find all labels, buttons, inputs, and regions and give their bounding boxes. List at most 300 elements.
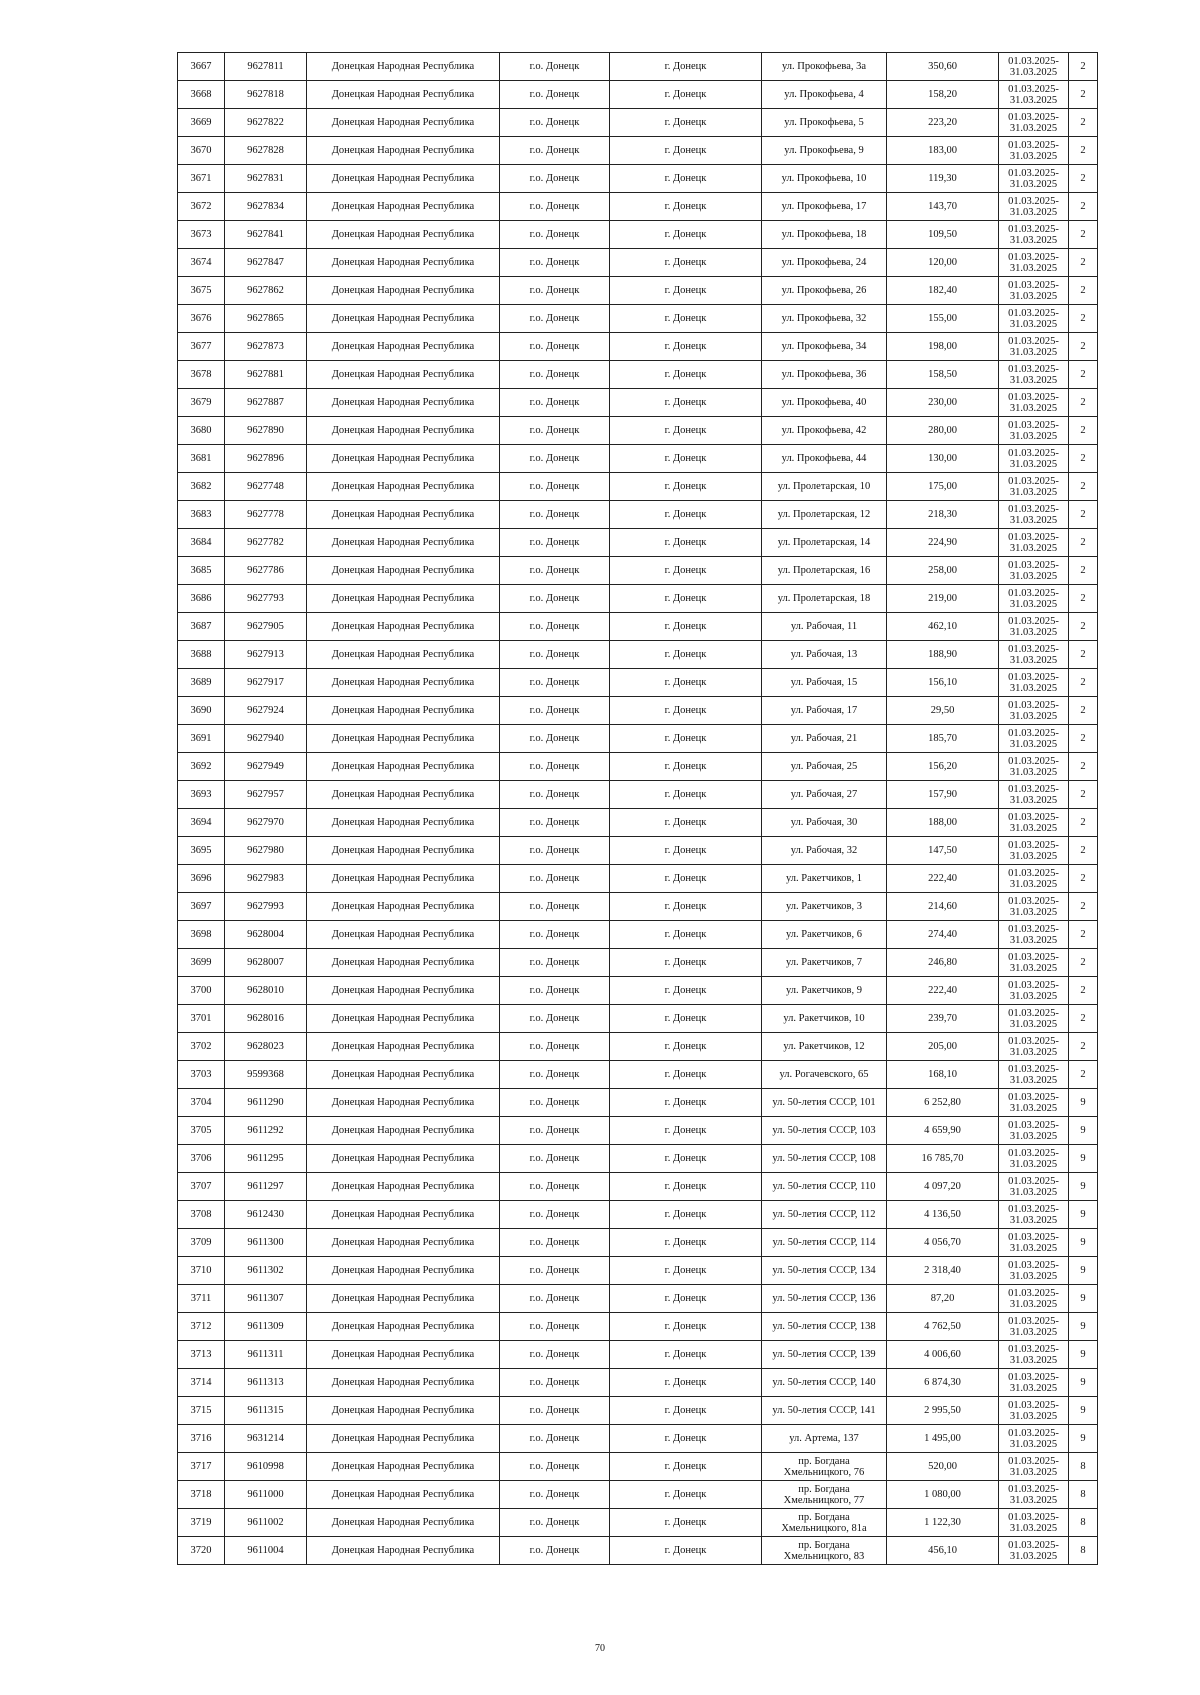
municipal-district-cell: г.о. Донецк — [500, 725, 610, 753]
municipal-district-cell: г.о. Донецк — [500, 1369, 610, 1397]
area-cell: 274,40 — [887, 921, 999, 949]
period-cell: 01.03.2025-31.03.2025 — [999, 277, 1069, 305]
municipal-district-cell: г.о. Донецк — [500, 529, 610, 557]
table-row — [178, 529, 1098, 557]
settlement-cell: г. Донецк — [610, 1509, 762, 1537]
period-cell: 01.03.2025-31.03.2025 — [999, 1397, 1069, 1425]
municipal-district-cell: г.о. Донецк — [500, 1061, 610, 1089]
object-id-cell: 9610998 — [225, 1453, 307, 1481]
object-id-cell: 9627905 — [225, 613, 307, 641]
area-cell: 205,00 — [887, 1033, 999, 1061]
row-number-cell: 3667 — [178, 53, 225, 81]
period-cell: 01.03.2025-31.03.2025 — [999, 1285, 1069, 1313]
object-id-cell: 9627913 — [225, 641, 307, 669]
settlement-cell: г. Донецк — [610, 1117, 762, 1145]
municipal-district-cell: г.о. Донецк — [500, 221, 610, 249]
table-row — [178, 165, 1098, 193]
table-row — [178, 641, 1098, 669]
category-cell: 2 — [1069, 389, 1098, 417]
document-page — [177, 52, 1097, 1565]
street-address-cell: ул. Прокофьева, 36 — [762, 361, 887, 389]
category-cell: 2 — [1069, 613, 1098, 641]
category-cell: 8 — [1069, 1453, 1098, 1481]
area-cell: 182,40 — [887, 277, 999, 305]
table-row — [178, 389, 1098, 417]
street-address-cell: ул. Прокофьева, 17 — [762, 193, 887, 221]
region-cell: Донецкая Народная Республика — [307, 333, 500, 361]
period-cell: 01.03.2025-31.03.2025 — [999, 1537, 1069, 1565]
region-cell: Донецкая Народная Республика — [307, 1117, 500, 1145]
period-cell: 01.03.2025-31.03.2025 — [999, 473, 1069, 501]
category-cell: 2 — [1069, 333, 1098, 361]
municipal-district-cell: г.о. Донецк — [500, 1257, 610, 1285]
municipal-district-cell: г.о. Донецк — [500, 305, 610, 333]
category-cell: 2 — [1069, 669, 1098, 697]
category-cell: 8 — [1069, 1509, 1098, 1537]
area-cell: 143,70 — [887, 193, 999, 221]
settlement-cell: г. Донецк — [610, 1425, 762, 1453]
municipal-district-cell: г.о. Донецк — [500, 1397, 610, 1425]
row-number-cell: 3674 — [178, 249, 225, 277]
area-cell: 16 785,70 — [887, 1145, 999, 1173]
municipal-district-cell: г.о. Донецк — [500, 249, 610, 277]
area-cell: 198,00 — [887, 333, 999, 361]
category-cell: 2 — [1069, 109, 1098, 137]
region-cell: Донецкая Народная Республика — [307, 1257, 500, 1285]
region-cell: Донецкая Народная Республика — [307, 725, 500, 753]
region-cell: Донецкая Народная Республика — [307, 1089, 500, 1117]
category-cell: 2 — [1069, 165, 1098, 193]
settlement-cell: г. Донецк — [610, 1257, 762, 1285]
region-cell: Донецкая Народная Республика — [307, 809, 500, 837]
region-cell: Донецкая Народная Республика — [307, 865, 500, 893]
category-cell: 9 — [1069, 1369, 1098, 1397]
region-cell: Донецкая Народная Республика — [307, 1229, 500, 1257]
category-cell: 2 — [1069, 809, 1098, 837]
category-cell: 2 — [1069, 445, 1098, 473]
region-cell: Донецкая Народная Республика — [307, 585, 500, 613]
row-number-cell: 3691 — [178, 725, 225, 753]
object-id-cell: 9628007 — [225, 949, 307, 977]
street-address-cell: пр. Богдана Хмельницкого, 83 — [762, 1537, 887, 1565]
table-row — [178, 1341, 1098, 1369]
municipal-district-cell: г.о. Донецк — [500, 1285, 610, 1313]
period-cell: 01.03.2025-31.03.2025 — [999, 1061, 1069, 1089]
period-cell: 01.03.2025-31.03.2025 — [999, 893, 1069, 921]
settlement-cell: г. Донецк — [610, 305, 762, 333]
row-number-cell: 3683 — [178, 501, 225, 529]
settlement-cell: г. Донецк — [610, 1397, 762, 1425]
settlement-cell: г. Донецк — [610, 109, 762, 137]
object-id-cell: 9611000 — [225, 1481, 307, 1509]
municipal-district-cell: г.о. Донецк — [500, 837, 610, 865]
row-number-cell: 3718 — [178, 1481, 225, 1509]
row-number-cell: 3720 — [178, 1537, 225, 1565]
object-id-cell: 9627970 — [225, 809, 307, 837]
object-id-cell: 9627917 — [225, 669, 307, 697]
settlement-cell: г. Донецк — [610, 445, 762, 473]
period-cell: 01.03.2025-31.03.2025 — [999, 781, 1069, 809]
street-address-cell: ул. Прокофьева, 10 — [762, 165, 887, 193]
period-cell: 01.03.2025-31.03.2025 — [999, 1033, 1069, 1061]
settlement-cell: г. Донецк — [610, 501, 762, 529]
object-id-cell: 9627818 — [225, 81, 307, 109]
municipal-district-cell: г.о. Донецк — [500, 893, 610, 921]
area-cell: 183,00 — [887, 137, 999, 165]
category-cell: 9 — [1069, 1173, 1098, 1201]
period-cell: 01.03.2025-31.03.2025 — [999, 81, 1069, 109]
street-address-cell: ул. Ракетчиков, 12 — [762, 1033, 887, 1061]
period-cell: 01.03.2025-31.03.2025 — [999, 249, 1069, 277]
area-cell: 87,20 — [887, 1285, 999, 1313]
category-cell: 2 — [1069, 753, 1098, 781]
region-cell: Донецкая Народная Республика — [307, 417, 500, 445]
settlement-cell: г. Донецк — [610, 557, 762, 585]
area-cell: 222,40 — [887, 977, 999, 1005]
municipal-district-cell: г.о. Донецк — [500, 193, 610, 221]
category-cell: 9 — [1069, 1313, 1098, 1341]
table-row — [178, 669, 1098, 697]
region-cell: Донецкая Народная Республика — [307, 1369, 500, 1397]
period-cell: 01.03.2025-31.03.2025 — [999, 1089, 1069, 1117]
period-cell: 01.03.2025-31.03.2025 — [999, 389, 1069, 417]
object-id-cell: 9627831 — [225, 165, 307, 193]
table-row — [178, 949, 1098, 977]
area-cell: 219,00 — [887, 585, 999, 613]
object-id-cell: 9627811 — [225, 53, 307, 81]
category-cell: 9 — [1069, 1257, 1098, 1285]
object-id-cell: 9627793 — [225, 585, 307, 613]
street-address-cell: ул. 50-летия СССР, 114 — [762, 1229, 887, 1257]
row-number-cell: 3680 — [178, 417, 225, 445]
row-number-cell: 3697 — [178, 893, 225, 921]
region-cell: Донецкая Народная Республика — [307, 361, 500, 389]
area-cell: 223,20 — [887, 109, 999, 137]
category-cell: 2 — [1069, 1033, 1098, 1061]
row-number-cell: 3695 — [178, 837, 225, 865]
area-cell: 4 097,20 — [887, 1173, 999, 1201]
settlement-cell: г. Донецк — [610, 1229, 762, 1257]
area-cell: 147,50 — [887, 837, 999, 865]
municipal-district-cell: г.о. Донецк — [500, 1341, 610, 1369]
table-row — [178, 249, 1098, 277]
period-cell: 01.03.2025-31.03.2025 — [999, 333, 1069, 361]
municipal-district-cell: г.о. Донецк — [500, 949, 610, 977]
row-number-cell: 3719 — [178, 1509, 225, 1537]
period-cell: 01.03.2025-31.03.2025 — [999, 641, 1069, 669]
category-cell: 2 — [1069, 305, 1098, 333]
street-address-cell: ул. Ракетчиков, 9 — [762, 977, 887, 1005]
region-cell: Донецкая Народная Республика — [307, 1173, 500, 1201]
table-row — [178, 361, 1098, 389]
settlement-cell: г. Донецк — [610, 921, 762, 949]
municipal-district-cell: г.о. Донецк — [500, 277, 610, 305]
region-cell: Донецкая Народная Республика — [307, 1033, 500, 1061]
street-address-cell: ул. Прокофьева, 32 — [762, 305, 887, 333]
category-cell: 2 — [1069, 501, 1098, 529]
area-cell: 1 122,30 — [887, 1509, 999, 1537]
row-number-cell: 3710 — [178, 1257, 225, 1285]
area-cell: 158,20 — [887, 81, 999, 109]
street-address-cell: ул. Прокофьева, 40 — [762, 389, 887, 417]
street-address-cell: пр. Богдана Хмельницкого, 76 — [762, 1453, 887, 1481]
table-row — [178, 305, 1098, 333]
row-number-cell: 3706 — [178, 1145, 225, 1173]
table-row — [178, 893, 1098, 921]
region-cell: Донецкая Народная Республика — [307, 753, 500, 781]
street-address-cell: ул. Прокофьева, 18 — [762, 221, 887, 249]
area-cell: 29,50 — [887, 697, 999, 725]
municipal-district-cell: г.о. Донецк — [500, 613, 610, 641]
settlement-cell: г. Донецк — [610, 81, 762, 109]
street-address-cell: ул. Ракетчиков, 3 — [762, 893, 887, 921]
table-row — [178, 1229, 1098, 1257]
table-row — [178, 1173, 1098, 1201]
settlement-cell: г. Донецк — [610, 669, 762, 697]
area-cell: 222,40 — [887, 865, 999, 893]
row-number-cell: 3670 — [178, 137, 225, 165]
street-address-cell: ул. Рабочая, 25 — [762, 753, 887, 781]
street-address-cell: ул. Прокофьева, 26 — [762, 277, 887, 305]
region-cell: Донецкая Народная Республика — [307, 613, 500, 641]
category-cell: 8 — [1069, 1481, 1098, 1509]
municipal-district-cell: г.о. Донецк — [500, 557, 610, 585]
area-cell: 1 080,00 — [887, 1481, 999, 1509]
object-id-cell: 9612430 — [225, 1201, 307, 1229]
category-cell: 2 — [1069, 781, 1098, 809]
category-cell: 2 — [1069, 137, 1098, 165]
period-cell: 01.03.2025-31.03.2025 — [999, 1369, 1069, 1397]
object-id-cell: 9627822 — [225, 109, 307, 137]
row-number-cell: 3692 — [178, 753, 225, 781]
table-row — [178, 837, 1098, 865]
street-address-cell: ул. 50-летия СССР, 140 — [762, 1369, 887, 1397]
region-cell: Донецкая Народная Республика — [307, 1341, 500, 1369]
period-cell: 01.03.2025-31.03.2025 — [999, 809, 1069, 837]
category-cell: 2 — [1069, 837, 1098, 865]
area-cell: 258,00 — [887, 557, 999, 585]
row-number-cell: 3716 — [178, 1425, 225, 1453]
municipal-district-cell: г.о. Донецк — [500, 361, 610, 389]
street-address-cell: пр. Богдана Хмельницкого, 77 — [762, 1481, 887, 1509]
street-address-cell: ул. Прокофьева, 42 — [762, 417, 887, 445]
settlement-cell: г. Донецк — [610, 1453, 762, 1481]
category-cell: 2 — [1069, 417, 1098, 445]
street-address-cell: ул. Прокофьева, 24 — [762, 249, 887, 277]
object-id-cell: 9628004 — [225, 921, 307, 949]
table-row — [178, 1145, 1098, 1173]
street-address-cell: ул. Ракетчиков, 1 — [762, 865, 887, 893]
table-row — [178, 501, 1098, 529]
row-number-cell: 3688 — [178, 641, 225, 669]
object-id-cell: 9627940 — [225, 725, 307, 753]
row-number-cell: 3717 — [178, 1453, 225, 1481]
table-row — [178, 1313, 1098, 1341]
period-cell: 01.03.2025-31.03.2025 — [999, 445, 1069, 473]
period-cell: 01.03.2025-31.03.2025 — [999, 1145, 1069, 1173]
row-number-cell: 3682 — [178, 473, 225, 501]
row-number-cell: 3702 — [178, 1033, 225, 1061]
settlement-cell: г. Донецк — [610, 249, 762, 277]
object-id-cell: 9627828 — [225, 137, 307, 165]
region-cell: Донецкая Народная Республика — [307, 1509, 500, 1537]
region-cell: Донецкая Народная Республика — [307, 277, 500, 305]
row-number-cell: 3708 — [178, 1201, 225, 1229]
object-id-cell: 9627881 — [225, 361, 307, 389]
area-cell: 218,30 — [887, 501, 999, 529]
street-address-cell: ул. Ракетчиков, 6 — [762, 921, 887, 949]
category-cell: 2 — [1069, 1061, 1098, 1089]
row-number-cell: 3671 — [178, 165, 225, 193]
street-address-cell: ул. Рабочая, 11 — [762, 613, 887, 641]
category-cell: 2 — [1069, 277, 1098, 305]
period-cell: 01.03.2025-31.03.2025 — [999, 613, 1069, 641]
object-id-cell: 9611313 — [225, 1369, 307, 1397]
settlement-cell: г. Донецк — [610, 137, 762, 165]
row-number-cell: 3677 — [178, 333, 225, 361]
settlement-cell: г. Донецк — [610, 977, 762, 1005]
object-id-cell: 9599368 — [225, 1061, 307, 1089]
settlement-cell: г. Донецк — [610, 221, 762, 249]
municipal-district-cell: г.о. Донецк — [500, 809, 610, 837]
region-cell: Донецкая Народная Республика — [307, 1005, 500, 1033]
municipal-district-cell: г.о. Донецк — [500, 445, 610, 473]
period-cell: 01.03.2025-31.03.2025 — [999, 361, 1069, 389]
row-number-cell: 3707 — [178, 1173, 225, 1201]
table-row — [178, 1481, 1098, 1509]
register-table — [177, 52, 1098, 1565]
municipal-district-cell: г.о. Донецк — [500, 1537, 610, 1565]
category-cell: 2 — [1069, 641, 1098, 669]
area-cell: 188,00 — [887, 809, 999, 837]
category-cell: 2 — [1069, 977, 1098, 1005]
row-number-cell: 3687 — [178, 613, 225, 641]
table-row — [178, 445, 1098, 473]
object-id-cell: 9627748 — [225, 473, 307, 501]
region-cell: Донецкая Народная Республика — [307, 1397, 500, 1425]
area-cell: 456,10 — [887, 1537, 999, 1565]
row-number-cell: 3675 — [178, 277, 225, 305]
region-cell: Донецкая Народная Республика — [307, 193, 500, 221]
region-cell: Донецкая Народная Республика — [307, 1453, 500, 1481]
row-number-cell: 3686 — [178, 585, 225, 613]
period-cell: 01.03.2025-31.03.2025 — [999, 165, 1069, 193]
category-cell: 2 — [1069, 361, 1098, 389]
period-cell: 01.03.2025-31.03.2025 — [999, 53, 1069, 81]
region-cell: Донецкая Народная Республика — [307, 473, 500, 501]
row-number-cell: 3685 — [178, 557, 225, 585]
category-cell: 9 — [1069, 1145, 1098, 1173]
category-cell: 2 — [1069, 725, 1098, 753]
municipal-district-cell: г.о. Донецк — [500, 753, 610, 781]
object-id-cell: 9627949 — [225, 753, 307, 781]
table-row — [178, 585, 1098, 613]
category-cell: 9 — [1069, 1285, 1098, 1313]
municipal-district-cell: г.о. Донецк — [500, 1229, 610, 1257]
municipal-district-cell: г.о. Донецк — [500, 1089, 610, 1117]
municipal-district-cell: г.о. Донецк — [500, 389, 610, 417]
street-address-cell: ул. Пролетарская, 14 — [762, 529, 887, 557]
settlement-cell: г. Донецк — [610, 753, 762, 781]
object-id-cell: 9627873 — [225, 333, 307, 361]
object-id-cell: 9631214 — [225, 1425, 307, 1453]
category-cell: 9 — [1069, 1089, 1098, 1117]
object-id-cell: 9611002 — [225, 1509, 307, 1537]
object-id-cell: 9627865 — [225, 305, 307, 333]
settlement-cell: г. Донецк — [610, 1061, 762, 1089]
table-row — [178, 333, 1098, 361]
category-cell: 9 — [1069, 1117, 1098, 1145]
street-address-cell: ул. 50-летия СССР, 108 — [762, 1145, 887, 1173]
region-cell: Донецкая Народная Республика — [307, 921, 500, 949]
municipal-district-cell: г.о. Донецк — [500, 137, 610, 165]
table-row — [178, 613, 1098, 641]
object-id-cell: 9611315 — [225, 1397, 307, 1425]
region-cell: Донецкая Народная Республика — [307, 669, 500, 697]
row-number-cell: 3714 — [178, 1369, 225, 1397]
table-row — [178, 781, 1098, 809]
region-cell: Донецкая Народная Республика — [307, 697, 500, 725]
object-id-cell: 9627782 — [225, 529, 307, 557]
settlement-cell: г. Донецк — [610, 417, 762, 445]
street-address-cell: ул. Прокофьева, 3а — [762, 53, 887, 81]
municipal-district-cell: г.о. Донецк — [500, 669, 610, 697]
category-cell: 2 — [1069, 529, 1098, 557]
category-cell: 2 — [1069, 949, 1098, 977]
area-cell: 188,90 — [887, 641, 999, 669]
object-id-cell: 9627957 — [225, 781, 307, 809]
area-cell: 4 056,70 — [887, 1229, 999, 1257]
table-row — [178, 865, 1098, 893]
street-address-cell: ул. 50-летия СССР, 103 — [762, 1117, 887, 1145]
table-row — [178, 1425, 1098, 1453]
object-id-cell: 9627778 — [225, 501, 307, 529]
row-number-cell: 3700 — [178, 977, 225, 1005]
street-address-cell: ул. Рабочая, 21 — [762, 725, 887, 753]
street-address-cell: ул. 50-летия СССР, 110 — [762, 1173, 887, 1201]
street-address-cell: ул. 50-летия СССР, 112 — [762, 1201, 887, 1229]
region-cell: Донецкая Народная Республика — [307, 109, 500, 137]
region-cell: Донецкая Народная Республика — [307, 1313, 500, 1341]
table-row — [178, 1397, 1098, 1425]
period-cell: 01.03.2025-31.03.2025 — [999, 725, 1069, 753]
object-id-cell: 9627980 — [225, 837, 307, 865]
settlement-cell: г. Донецк — [610, 893, 762, 921]
row-number-cell: 3712 — [178, 1313, 225, 1341]
street-address-cell: ул. Рабочая, 30 — [762, 809, 887, 837]
area-cell: 520,00 — [887, 1453, 999, 1481]
municipal-district-cell: г.о. Донецк — [500, 1117, 610, 1145]
settlement-cell: г. Донецк — [610, 333, 762, 361]
table-row — [178, 1117, 1098, 1145]
object-id-cell: 9611292 — [225, 1117, 307, 1145]
municipal-district-cell: г.о. Донецк — [500, 1201, 610, 1229]
category-cell: 2 — [1069, 53, 1098, 81]
area-cell: 4 762,50 — [887, 1313, 999, 1341]
area-cell: 156,20 — [887, 753, 999, 781]
table-row — [178, 1509, 1098, 1537]
settlement-cell: г. Донецк — [610, 1313, 762, 1341]
table-row — [178, 109, 1098, 137]
object-id-cell: 9627834 — [225, 193, 307, 221]
area-cell: 119,30 — [887, 165, 999, 193]
settlement-cell: г. Донецк — [610, 277, 762, 305]
period-cell: 01.03.2025-31.03.2025 — [999, 753, 1069, 781]
table-row — [178, 1453, 1098, 1481]
area-cell: 156,10 — [887, 669, 999, 697]
settlement-cell: г. Донецк — [610, 529, 762, 557]
area-cell: 246,80 — [887, 949, 999, 977]
